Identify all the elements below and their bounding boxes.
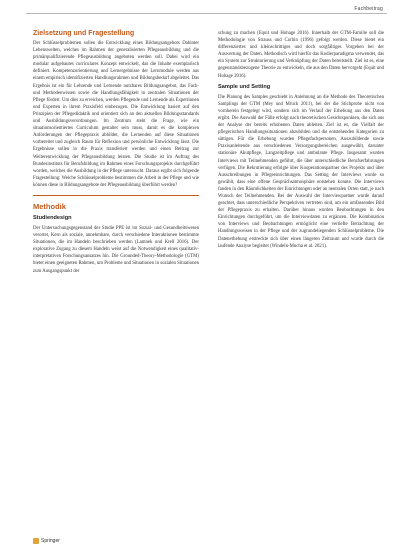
section-divider xyxy=(33,195,199,196)
running-header: Fachbeitrag xyxy=(354,6,383,12)
publisher-name: Springer xyxy=(41,538,60,544)
objectives-paragraph: Der Schlüsselproblemen sollen die Entwicklung eines Bildungsangebots Dahinter Lebenswelten, welches im Rahmen der generalisierten Pflegeausbildung und die primärqualifizierende Pflegeausbildung angeboten werden soll. Dabei wird ein modular aufgebautes curriculares Konzept entwickelt, das die Inhalte exemplarisch definiert. Kompetenzorientierung und Lernergebnisse der Lernmodule werden aus einem empirisch identifizierten Handlungsrahmen und Bildungsbedarf abgeleitet. Das Ergebnis ist ein für Lehrende und Lernende nutzbares Bildungsangebot, das Fach- und Methodenwissen sowie die Handlungsfähigkeit in zentralen Situationen der Pflege fördert. Um dies zu erreichen, werden Pflegende und Lernende als Expertinnen und Experten in ihrem Praxisfeld einbezogen. Die Entwicklung basiert auf den Prinzipien der Pflegedidaktik und orientiert sich an den aktuellen Bildungsstandards und Ausbildungsverordnungen. Im Zentrum steht die Frage, wie ein situationsorientiertes Curriculum gestaltet sein muss, damit es die komplexen Anforderungen der Pflegepraxis abbildet, die Lernenden auf diese Situationen vorbereitet und zugleich Raum für Reflexion und persönliche Entwicklung lässt. Die Ergebnisse sollen in die Praxis transferiert werden und einen Beitrag zur Weiterentwicklung der Pflegeausbildung leisten. Die Studie ist im Auftrag des Bundesinstituts für Berufsbildung im Rahmen eines Forschungsprojekts durchgeführt worden, welches die Ausbildung in der Pflege untersucht. Daraus ergibt sich folgende Fragestellung: Welche Schlüsselprobleme bestimmen die Arbeit in der Pflege und wie können diese in Bildungsangebote der Pflegeausbildung überführt werden? xyxy=(33,41,199,188)
subheading-sample-setting: Sample und Setting xyxy=(218,83,271,90)
publisher-logo xyxy=(33,538,60,544)
study-design-paragraph: Der Untersuchungsgegenstand der Studie PPE ist im Sozial- und Gesundheitswesen verortet, Kern als soziale, annehmbare, durch verschiedene Interaktionen bestimmte Situationen, die im Handeln beschrieben werden (Lamnek und Krell 2016). Der explorative Zugang zu diesem Handeln weist auf die Notwendigkeit eines qualitativ-interpretativen Forschungsansatzes hin. Die Grounded-Theory-Methodologie (GTM) bietet einen geeigneten Rahmen, um Probleme und Situationen in sozialen Situationen zum Ausgangspunkt der xyxy=(33,225,199,274)
subheading-study-design: Studiendesign xyxy=(33,214,72,221)
right-column xyxy=(218,30,384,251)
header-rule xyxy=(26,13,387,14)
methodology-paragraph: schung zu machen (Equit und Hohage 2016). Innerhalb der GTM-Familie soll die Methodologie von Strauss und Corbin (1996) gefolgt werden. Diese bietet ein differenziertes und kleinschrittiges und doch sorgfältiges Vorgehen bei der Auswertung der Daten. Methodisch wird hierfür das Kodierparadigma verwendet, das ein System zur Strukturierung und Verknüpfung der Daten bereitstellt. Ziel ist es, eine gegenstandsbezogene Theorie zu entwickeln, die aus den Daten hervorgeht (Equit und Hohage 2016). xyxy=(218,31,384,79)
section-heading-methods: Methodik xyxy=(33,201,66,211)
springer-horse-icon xyxy=(33,538,39,544)
left-column xyxy=(33,30,199,276)
section-heading-objectives: Zielsetzung und Fragestellung xyxy=(33,30,135,37)
sample-paragraph: Die Planung des Samples geschieht in Anlehnung an die Methode des Theoretischen Samplings der GTM (Mey und Mruck 2011), bei der die Stichprobe nicht von vornherein festgelegt wird, sondern sich im Verlauf der Erhebung aus den Daten ergibt. Die Auswahl der Fälle erfolgt nach theoretischen Gesichtspunkten, die sich aus der Analyse der bereits erhobenen Daten ableiten. Ziel ist es, die Vielfalt der pflegerischen Handlungssituationen abzubilden und die entstehenden Kategorien zu sättigen. Für die Erhebung wurden Pflegefachpersonen, Auszubildende sowie Praxisanleitende aus verschiedenen Versorgungsbereichen ausgewählt, darunter stationäre Akutpflege, Langzeitpflege und ambulante Pflege. Insgesamt wurden Interviews mit Teilnehmenden geführt, die über unterschiedliche Berufserfahrungen verfügen. Die Rekrutierung erfolgte über Kooperationspartner des Projekts und über Ausschreibungen in Pflegeeinrichtungen. Das Setting der Interviews wurde so gewählt, dass eine offene Gesprächsatmosphäre entstehen konnte. Die Interviews fanden in den Räumlichkeiten der Einrichtungen oder an neutralen Orten statt, je nach Wunsch der Teilnehmenden. Bei der Auswahl der Interviewpartner wurde darauf geachtet, dass unterschiedliche Perspektiven vertreten sind, um ein umfassendes Bild der Pflegepraxis zu erhalten. Darüber hinaus wurden Beobachtungen in den Einrichtungen durchgeführt, um die Interviewdaten zu ergänzen. Die Kombination von Interviews und Beobachtungen ermöglicht eine vertiefte Betrachtung der Handlungsweisen in der Pflege und der zugrundeliegenden Schlüsselprobleme. Die Datenerhebung erstreckte sich über einen längeren Zeitraum und wurde durch die laufende Analyse begleitet (Windeln-Mucha et al. 2021). xyxy=(218,94,384,249)
